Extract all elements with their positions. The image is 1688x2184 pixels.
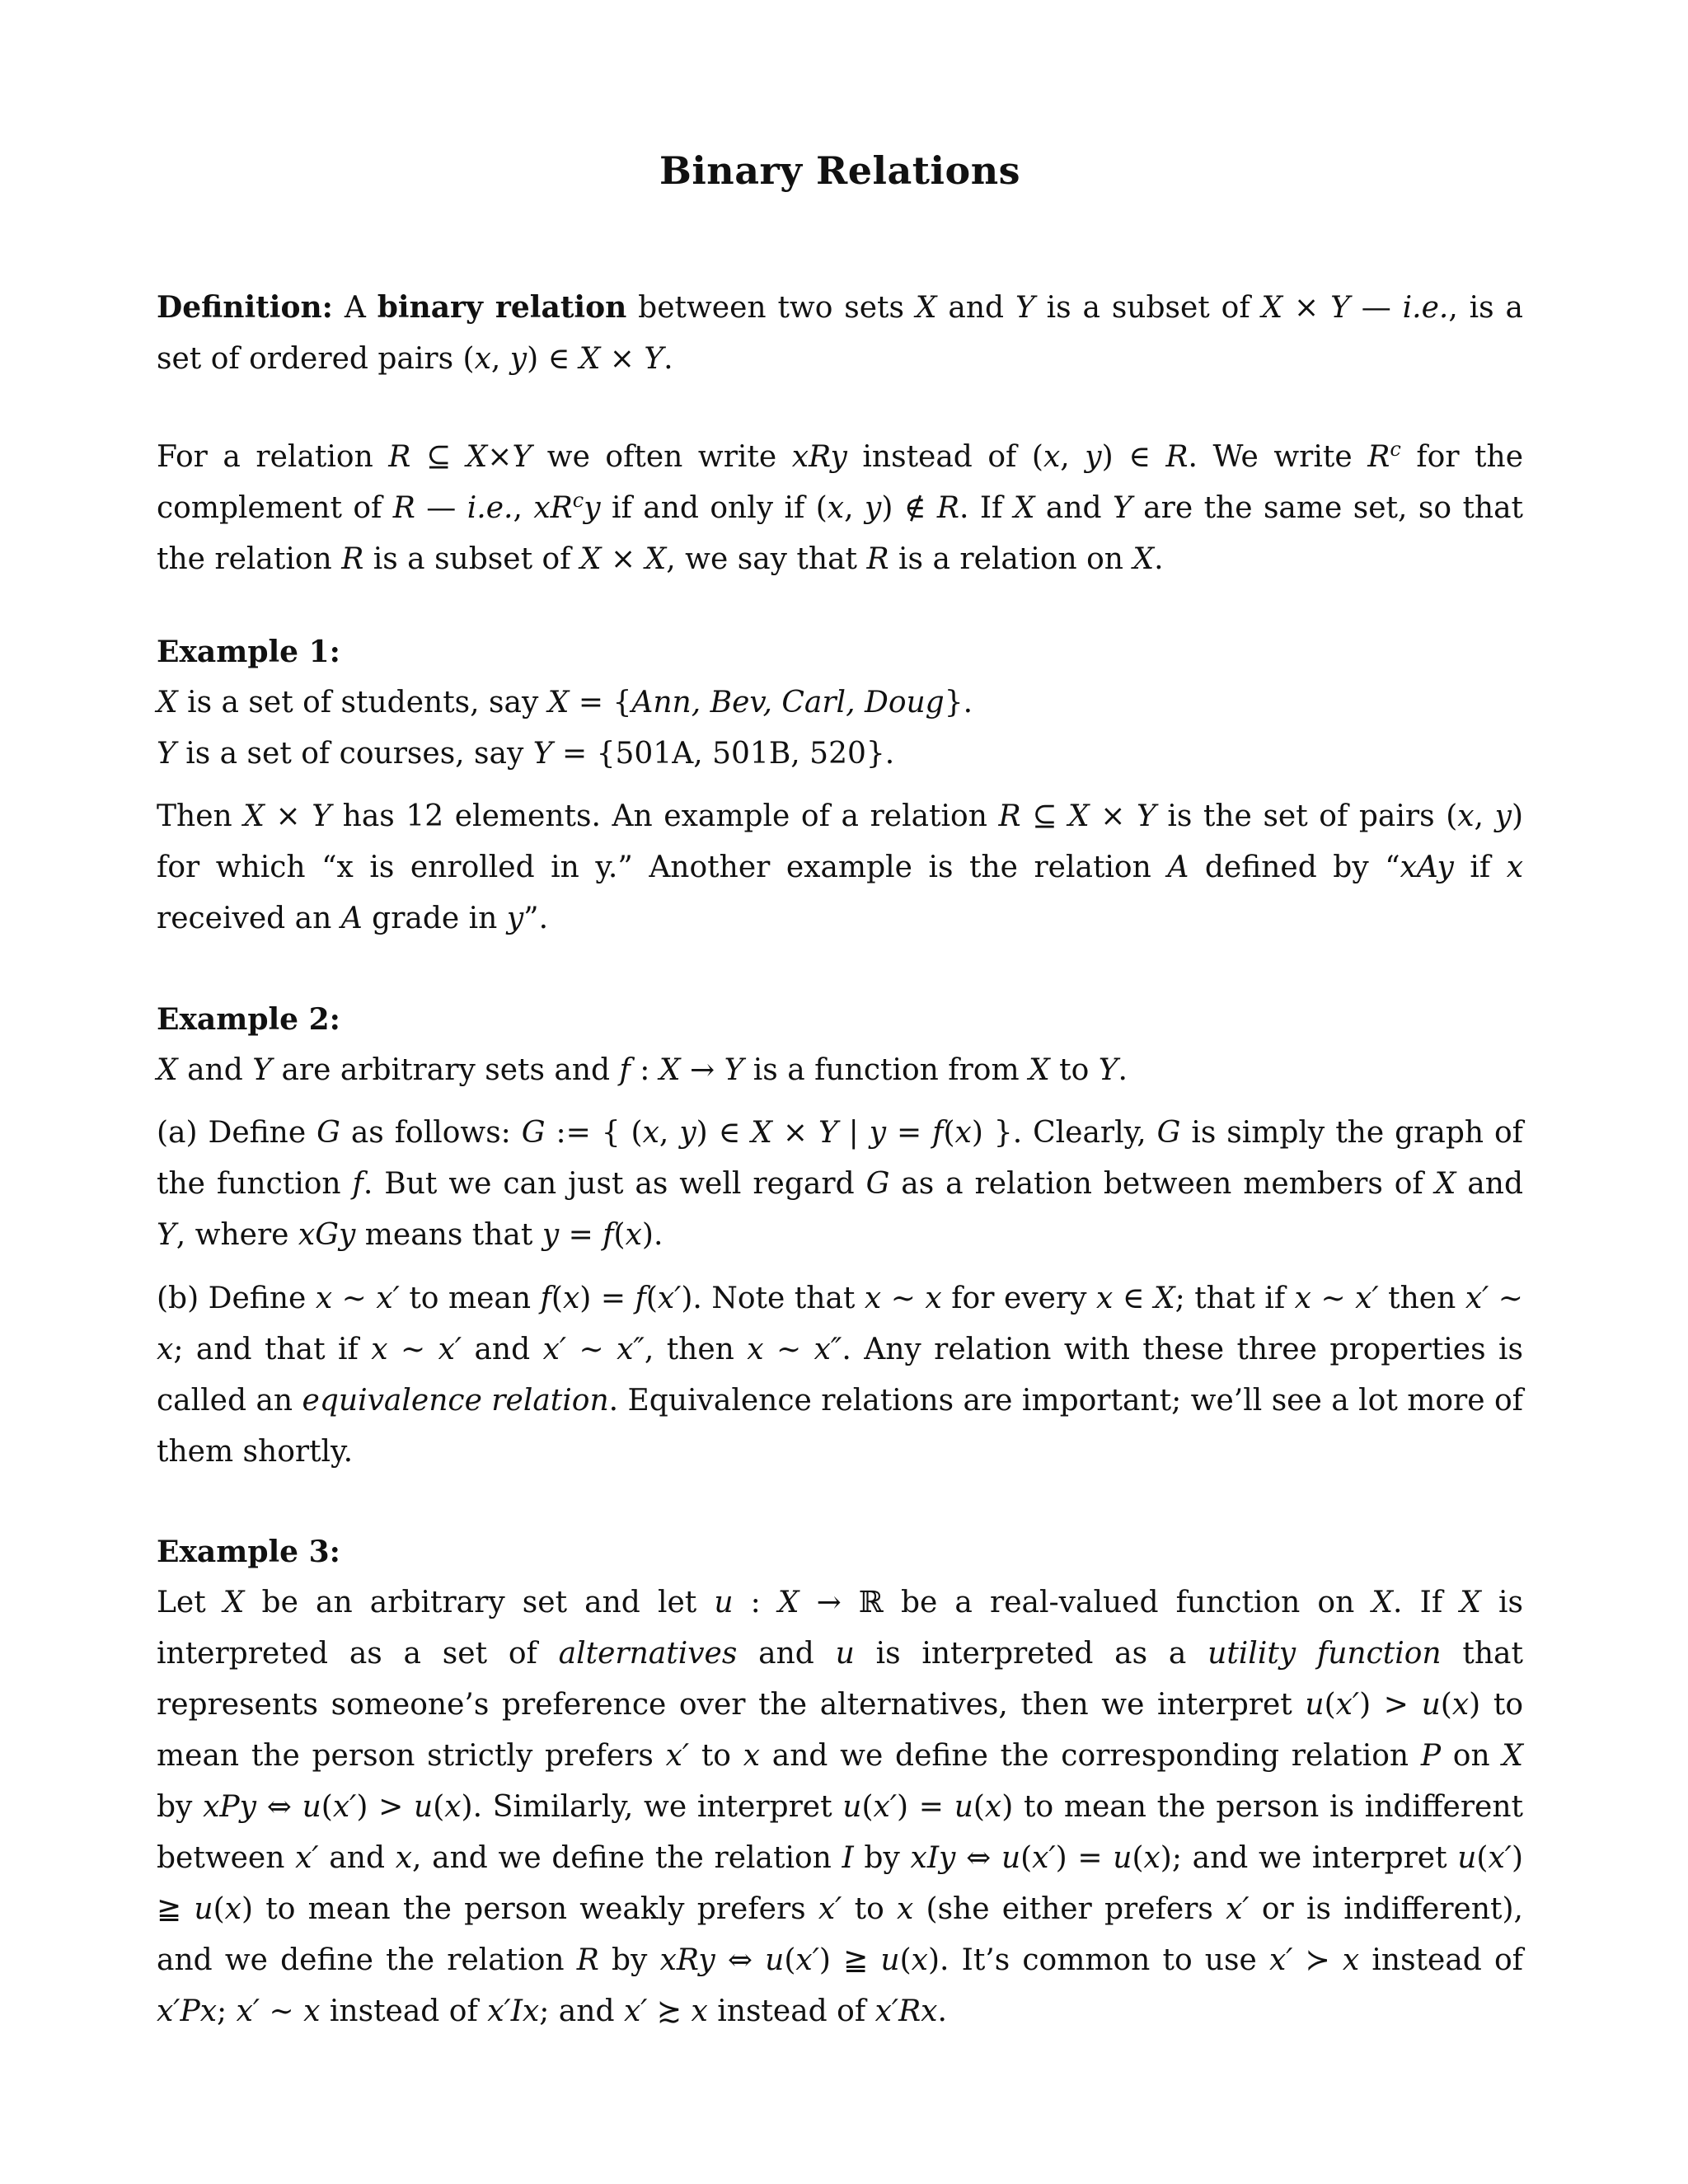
example-1-heading: Example 1: <box>157 635 340 669</box>
example-3 <box>157 1526 1523 1577</box>
page-title: Binary Relations <box>659 148 1021 193</box>
example-2-heading: Example 2: <box>157 1002 340 1037</box>
example-3-heading: Example 3: <box>157 1535 340 1569</box>
example-1-text: Then X × Y has 12 elements. An example of a relation R ⊆ X × Y is the set of pairs (x, y) for which “x is enrolled in y.” Another example is the relation A defined by “xAy if x received an A grade in y”. <box>157 799 1524 935</box>
definition-paragraph: Definition: A binary relation between two sets X and Y is a subset of X × Y — i.e., is a set of ordered pairs (x, y) ∈ X × Y. <box>157 290 1523 376</box>
binary-relation-term: binary relation <box>377 290 627 325</box>
definition-label: Definition: <box>157 290 333 325</box>
example-2b: (b) Define x ∼ x′ to mean f(x) = f(x′). Note that x ∼ x for every x ∈ X; that if x ∼ x′ then x′ ∼ x; and that if x ∼ x′ and x′ ∼ x″, then x ∼ x″. Any relation with these three properties is called an equivalence relation. Equivalence relations are important; we’ll see a lot more of them shortly. <box>157 1282 1523 1469</box>
example-2a: (a) Define G as follows: G := { (x, y) ∈ X × Y | y = f(x) }. Clearly, G is simply the graph of the function f. But we can just as well regard G as a relation between members of X and Y, where xGy means that y = f(x). <box>157 1116 1523 1252</box>
equivalence-relation-term: equivalence relation <box>302 1384 609 1418</box>
notation-paragraph: For a relation R ⊆ X×Y we often write xRy instead of (x, y) ∈ R. We write $R^c$ for the complement of R — i.e., $xR^cy$ if and only if (x, y) ∉ R. If X and Y are the same set, so that the relation R is a subset of X × X, we say that R is a relation on X. <box>157 438 1524 576</box>
example-2: Example 2: X and Y are arbitrary sets and f : X → Y is a function from X to Y. <box>157 994 1523 1096</box>
example-3-text: Let X be an arbitrary set and let u : X → ℝ be a real-valued function on X. If X is interpreted as a set of alternatives and u is interpreted as a utility function that represents someone’s preference over the alternatives, then we interpret u(x′) > u(x) to mean the person strictly prefers x′ to x and we define the corresponding relation P on X by xPy ⇔ u(x′) > u(x). Similarly, we interpret u(x′) = u(x) to mean the person is indifferent between x′ and x, and we define the relation I by xIy ⇔ u(x′) = u(x); and we interpret u(x′) ≧ u(x) to mean the person weakly prefers x′ to x (she either prefers x′ or is indifferent), and we define the relation R by xRy ⇔ u(x′) ≧ u(x). It’s common to use x′ ≻ x instead of x′Px; x′ ∼ x instead of x′Ix; and x′ ≿ x instead of x′Rx. <box>157 1586 1524 2028</box>
example-1: Example 1: X is a set of students, say X = {Ann, Bev, Carl, Doug}. Y is a set of courses, say Y = {501A, 501B, 520}. <box>157 626 1523 780</box>
